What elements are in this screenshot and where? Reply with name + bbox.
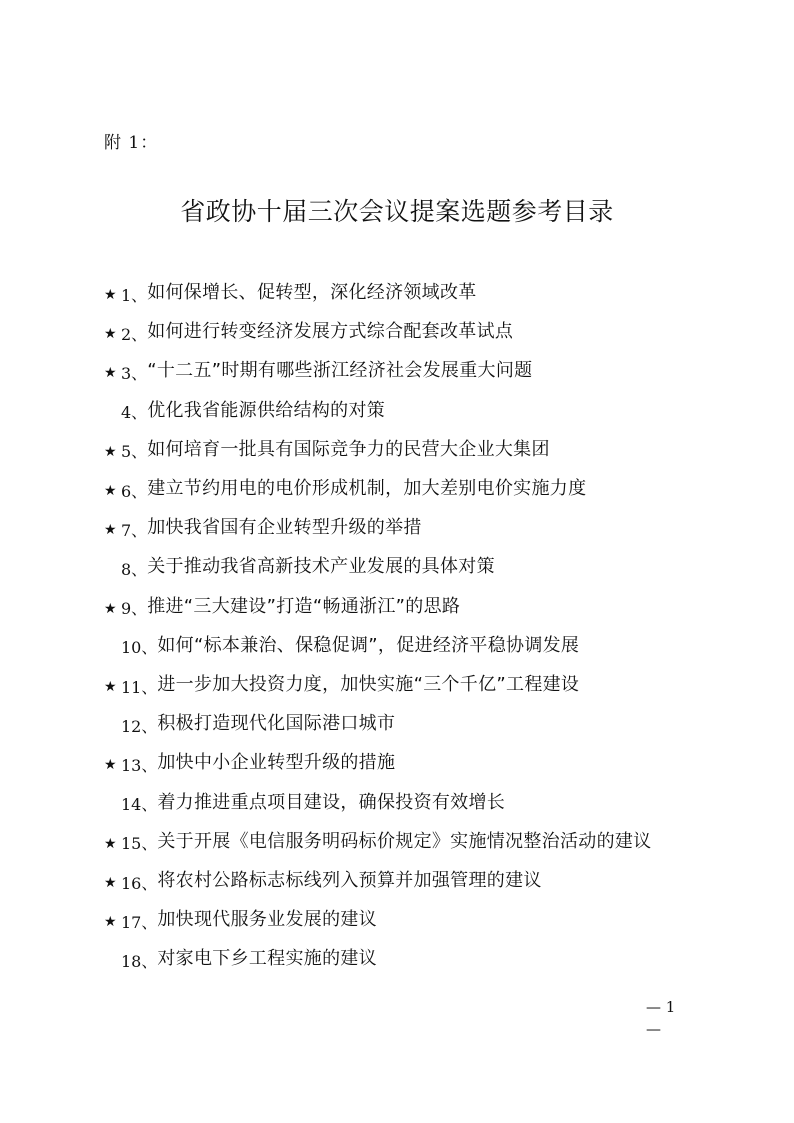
item-number: 18、 [121,951,158,971]
list-item [104,707,395,737]
item-text: 推进“三大建设”打造“畅通浙江”的思路 [147,595,461,617]
item-text: 如何进行转变经济发展方式综合配套改革试点 [147,321,514,343]
list-item [104,668,579,698]
star-icon: ★ [104,914,117,931]
item-number: 6、 [121,481,148,501]
item-number: 14、 [121,795,158,815]
star-icon: ★ [104,757,117,774]
item-text: 积极打造现代化国际港口城市 [157,713,396,735]
star-icon: ★ [104,600,117,617]
item-number: 15、 [121,834,158,854]
item-number: 3、 [121,363,148,383]
star-icon: ★ [104,443,117,460]
list-item [104,315,513,345]
list-item [104,276,477,306]
item-text: 优化我省能源供给结构的对策 [147,399,386,421]
item-text: 关于推动我省高新技术产业发展的具体对策 [147,556,495,578]
list-item [104,433,550,463]
star-icon: ★ [104,483,117,499]
list-item [104,550,495,580]
list-item [104,511,422,541]
item-number: 10、 [121,638,158,658]
item-text: 对家电下乡工程实施的建议 [157,948,377,970]
annex-label: 附 1： [104,133,159,153]
list-item [104,354,532,384]
list-item [104,864,542,894]
star-icon: ★ [104,326,117,343]
list-item [104,394,385,424]
list-item [104,629,579,659]
star-icon: ★ [104,365,117,382]
page-number [646,996,686,1040]
item-number: 17、 [121,912,158,932]
star-icon: ★ [104,287,117,303]
item-text: 关于开展《电信服务明码标价规定》实施情况整治活动的建议 [157,830,652,852]
item-number: 1、 [121,285,148,305]
star-icon: ★ [104,835,117,852]
list-item [104,903,377,933]
item-number: 11、 [121,677,158,697]
page-number-line1: — 1 [646,998,676,1016]
item-text: 建立节约用电的电价形成机制，加大差别电价实施力度 [147,478,587,499]
item-number: 4、 [121,403,148,423]
item-text: 将农村公路标志标线列入预算并加强管理的建议 [157,870,542,891]
item-text: 如何培育一批具有国际竞争力的民营大企业大集团 [147,438,550,460]
item-text: 着力推进重点项目建设，确保投资有效增长 [157,791,506,813]
item-number: 16、 [121,873,158,893]
star-icon: ★ [104,875,117,891]
item-text: 加快中小企业转型升级的措施 [157,752,396,774]
item-number: 5、 [121,442,148,462]
item-number: 2、 [121,324,148,344]
page-title: 省政协十届三次会议提案选题参考目录 [180,197,614,226]
list-item [104,786,505,816]
page-number-line2: — [646,1020,661,1038]
item-text: “十二五”时期有哪些浙江经济社会发展重大问题 [147,360,533,382]
item-number: 9、 [121,599,148,619]
list-item [104,590,460,620]
list-item [104,746,395,776]
item-number: 8、 [121,559,148,579]
item-number: 7、 [121,520,148,540]
item-number: 13、 [121,755,158,775]
item-text: 加快我省国有企业转型升级的举措 [147,517,422,539]
item-text: 如何保增长、促转型，深化经济领域改革 [147,282,477,303]
list-item [104,472,586,502]
item-text: 加快现代服务业发展的建议 [157,909,377,931]
list-item [104,942,377,972]
list-item [104,825,651,855]
star-icon: ★ [104,522,117,539]
star-icon: ★ [104,679,117,695]
item-text: 如何“标本兼治、保稳促调”，促进经济平稳协调发展 [157,634,580,656]
item-text: 进一步加大投资力度，加快实施“三个千亿”工程建设 [157,674,580,695]
item-number: 12、 [121,716,158,736]
